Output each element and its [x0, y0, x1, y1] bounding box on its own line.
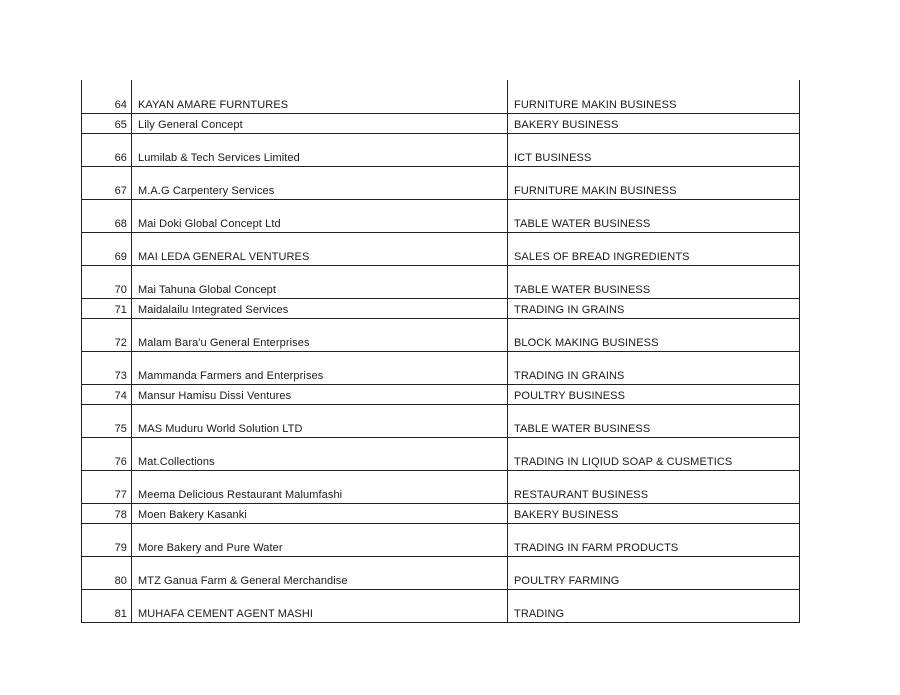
row-number: 81 [82, 590, 132, 623]
table-row [82, 266, 800, 299]
business-type: ICT BUSINESS [508, 134, 800, 167]
table-row [82, 352, 800, 385]
enterprise-name: Mansur Hamisu Dissi Ventures [132, 385, 508, 405]
enterprise-name: MTZ Ganua Farm & General Merchandise [132, 557, 508, 590]
row-number: 76 [82, 438, 132, 471]
table-row [82, 524, 800, 557]
table-row [82, 319, 800, 352]
enterprise-name: Maidalailu Integrated Services [132, 299, 508, 319]
enterprise-name: Malam Bara'u General Enterprises [132, 319, 508, 352]
business-type: FURNITURE MAKIN BUSINESS [508, 80, 800, 114]
business-type: TRADING IN LIQIUD SOAP & CUSMETICS [508, 438, 800, 471]
business-register-table [81, 80, 800, 623]
row-number: 72 [82, 319, 132, 352]
row-number: 64 [82, 80, 132, 114]
business-type: RESTAURANT BUSINESS [508, 471, 800, 504]
enterprise-name: Lumilab & Tech Services Limited [132, 134, 508, 167]
enterprise-name: MAS Muduru World Solution LTD [132, 405, 508, 438]
table-row [82, 557, 800, 590]
row-number: 80 [82, 557, 132, 590]
table-row [82, 405, 800, 438]
business-type: BAKERY BUSINESS [508, 504, 800, 524]
enterprise-name: Mat.Collections [132, 438, 508, 471]
table-row [82, 385, 800, 405]
table-row [82, 471, 800, 504]
enterprise-name: More Bakery and Pure Water [132, 524, 508, 557]
enterprise-name: KAYAN AMARE FURNTURES [132, 80, 508, 114]
row-number: 79 [82, 524, 132, 557]
table-row [82, 167, 800, 200]
enterprise-name: MAI LEDA GENERAL VENTURES [132, 233, 508, 266]
enterprise-name: MUHAFA CEMENT AGENT MASHI [132, 590, 508, 623]
enterprise-name: Moen Bakery Kasanki [132, 504, 508, 524]
table-row [82, 438, 800, 471]
business-type: TRADING [508, 590, 800, 623]
row-number: 75 [82, 405, 132, 438]
row-number: 68 [82, 200, 132, 233]
row-number: 69 [82, 233, 132, 266]
table-row [82, 299, 800, 319]
table-row [82, 134, 800, 167]
row-number: 74 [82, 385, 132, 405]
business-type: BLOCK MAKING BUSINESS [508, 319, 800, 352]
table-row [82, 590, 800, 623]
business-type: TRADING IN FARM PRODUCTS [508, 524, 800, 557]
business-type: TRADING IN GRAINS [508, 352, 800, 385]
business-type: POULTRY BUSINESS [508, 385, 800, 405]
row-number: 70 [82, 266, 132, 299]
row-number: 65 [82, 114, 132, 134]
business-type: TABLE WATER BUSINESS [508, 200, 800, 233]
table-row [82, 504, 800, 524]
row-number: 77 [82, 471, 132, 504]
business-type: TRADING IN GRAINS [508, 299, 800, 319]
row-number: 73 [82, 352, 132, 385]
business-type: TABLE WATER BUSINESS [508, 266, 800, 299]
business-type: BAKERY BUSINESS [508, 114, 800, 134]
row-number: 78 [82, 504, 132, 524]
enterprise-name: Mai Doki Global Concept Ltd [132, 200, 508, 233]
table-row [82, 200, 800, 233]
business-type: SALES OF BREAD INGREDIENTS [508, 233, 800, 266]
enterprise-name: Lily General Concept [132, 114, 508, 134]
row-number: 66 [82, 134, 132, 167]
row-number: 67 [82, 167, 132, 200]
enterprise-name: M.A.G Carpentery Services [132, 167, 508, 200]
enterprise-name: Mai Tahuna Global Concept [132, 266, 508, 299]
business-type: FURNITURE MAKIN BUSINESS [508, 167, 800, 200]
row-number: 71 [82, 299, 132, 319]
table-row [82, 80, 800, 114]
table-row [82, 233, 800, 266]
table-row [82, 114, 800, 134]
business-type: POULTRY FARMING [508, 557, 800, 590]
enterprise-name: Meema Delicious Restaurant Malumfashi [132, 471, 508, 504]
enterprise-name: Mammanda Farmers and Enterprises [132, 352, 508, 385]
business-type: TABLE WATER BUSINESS [508, 405, 800, 438]
